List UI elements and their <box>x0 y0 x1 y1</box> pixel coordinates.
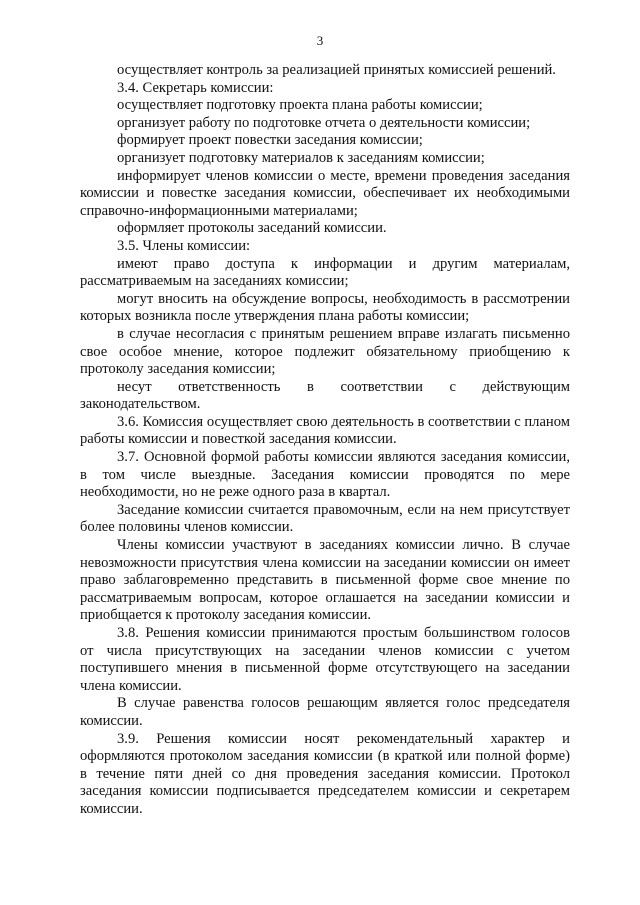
list-item: организует подготовку материалов к заседаниям комиссии; <box>117 149 485 166</box>
list-item: формирует проект повестки заседания комиссии; <box>117 132 423 149</box>
section-3-8: 3.8. Решения комиссии принимаются простым большинством голосов от числа присутствующих на заседании членов комиссии с учетом поступившего мнения в письменной форме отсутствующего на заседании члена комиссии. <box>80 625 570 694</box>
document-body <box>80 62 570 819</box>
section-3-9: 3.9. Решения комиссии носят рекомендательный характер и оформляются протоколом заседания комиссии (в краткой или полной форме) в течение пяти дней со дня проведения заседания комиссии. Протокол заседания комиссии подписывается председателем комиссии и секретарем комиссии. <box>80 730 570 817</box>
list-item: имеют право доступа к информации и другим материалам, рассматриваемым на заседаниях комиссии; <box>80 255 570 290</box>
section-3-4-heading: 3.4. Секретарь комиссии: <box>117 79 274 96</box>
paragraph-tie-vote: В случае равенства голосов решающим является голос председателя комиссии. <box>80 695 570 729</box>
paragraph-control-decisions: осуществляет контроль за реализацией принятых комиссией решений. <box>117 62 556 78</box>
list-item: в случае несогласия с принятым решением вправе излагать письменно свое особое мнение, которое подлежит обязательному приобщению к протоколу заседания комиссии; <box>80 325 570 378</box>
list-item: несут ответственность в соответствии с действующим законодательством. <box>80 378 570 413</box>
list-item: информирует членов комиссии о месте, времени проведения заседания комиссии и повестке заседания комиссии, обеспечивает их необходимыми справочно-информационными материалами; <box>80 167 570 219</box>
list-item: осуществляет подготовку проекта плана работы комиссии; <box>117 97 483 114</box>
list-item: организует работу по подготовке отчета о деятельности комиссии; <box>117 114 531 131</box>
list-item: оформляет протоколы заседаний комиссии. <box>117 220 387 237</box>
list-item: могут вносить на обсуждение вопросы, необходимость в рассмотрении которых возникла после утверждения плана работы комиссии; <box>80 290 570 325</box>
section-3-7: 3.7. Основной формой работы комиссии являются заседания комиссии, в том числе выездные. Заседания комиссии проводятся по мере необходимости, но не реже одного раза в квартал. <box>80 449 570 501</box>
paragraph-quorum: Заседание комиссии считается правомочным, если на нем присутствует более половины членов комиссии. <box>80 501 570 536</box>
paragraph-personal-participation: Члены комиссии участвуют в заседаниях комиссии лично. В случае невозможности присутствия члена комиссии на заседании комиссии он имеет право заблаговременно представить в письменной форме свое мнение по рассматриваемым вопросам, которое оглашается на заседании комиссии и приобщается к протоколу заседания комиссии. <box>80 537 570 624</box>
section-3-5-heading: 3.5. Члены комиссии: <box>117 237 251 254</box>
section-3-6: 3.6. Комиссия осуществляет свою деятельность в соответствии с планом работы комиссии и повесткой заседания комиссии. <box>80 413 570 448</box>
page-number: 3 <box>316 33 324 48</box>
